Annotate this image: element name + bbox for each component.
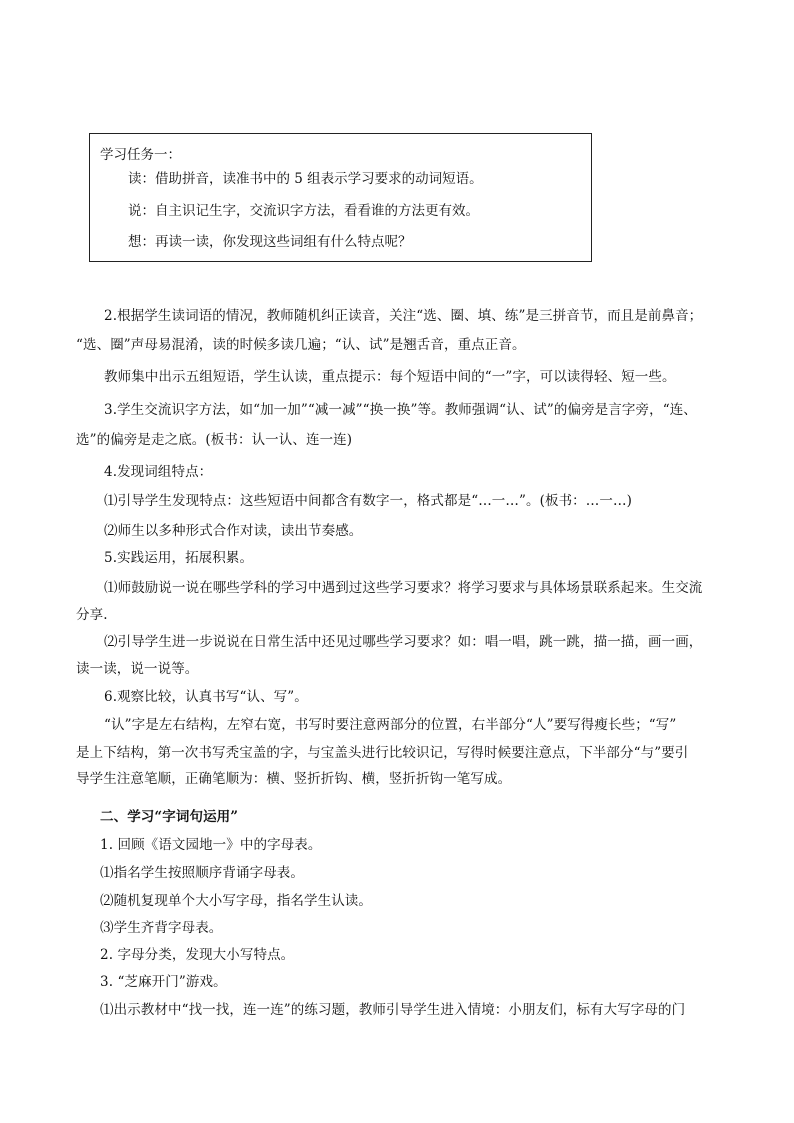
paragraph-11-line-3: 导学生注意笔顺，正确笔顺为：横、竖折折钩、横，竖折折钩一笔写成。 (76, 771, 512, 787)
task-say: 说：自主识记生字，交流识字方法，看看谁的方法更有效。 (128, 203, 479, 219)
task-read: 读：借助拼音，读准书中的 5 组表示学习要求的动词短语。 (128, 171, 483, 187)
paragraph-11-line-2: 是上下结构，第一次书写秃宝盖的字，与宝盖头进行比较识记，写得时候要注意点，下半部分“与”要引 (76, 745, 689, 761)
section-heading-2: 二、学习“字词句运用” (100, 809, 239, 825)
paragraph-10: 6.观察比较，认真书写“认、写”。 (104, 689, 308, 705)
paragraph-17: 3. “芝麻开门”游戏。 (100, 974, 227, 990)
paragraph-3-line-1: 3.学生交流识字方法，如“加一加”“减一减”“换一换”等。教师强调“认、试”的偏旁是言字旁，“连、 (104, 402, 697, 418)
paragraph-9-line-1: ⑵引导学生进一步说说在日常生活中还见过哪些学习要求？如：唱一唱，跳一跳，描一描，画一画， (104, 634, 703, 650)
paragraph-8-line-1: ⑴师鼓励说一说在哪些学科的学习中遇到过这些学习要求？将学习要求与具体场景联系起来。生交流 (104, 580, 703, 596)
learning-task-box (89, 133, 592, 262)
paragraph-4: 4.发现词组特点： (104, 464, 213, 480)
paragraph-8-line-2: 分享. (76, 607, 108, 623)
paragraph-1-line-2: “选、圈”声母易混淆，读的时候多读几遍；“认、试”是翘舌音，重点正音。 (76, 337, 526, 353)
paragraph-7: 5.实践运用，拓展积累。 (104, 550, 254, 566)
paragraph-1-line-1: 2.根据学生读词语的情况，教师随机纠正读音，关注“选、圈、填、练”是三拼音节，而且是前鼻音； (104, 308, 703, 324)
paragraph-5: ⑴引导学生发现特点：这些短语中间都含有数字一，格式都是“…一…”。(板书：…一…) (104, 493, 632, 509)
task-title: 学习任务一： (100, 147, 181, 163)
paragraph-13: ⑴指名学生按照顺序背诵字母表。 (100, 865, 304, 881)
paragraph-18: ⑴出示教材中“找一找，连一连”的练习题，教师引导学生进入情境：小朋友们，标有大写字母的门 (100, 1002, 686, 1018)
paragraph-12: 1. 回顾《语文园地一》中的字母表。 (100, 837, 322, 853)
paragraph-11-line-1: “认”字是左右结构，左窄右宽，书写时要注意两部分的位置，右半部分“人”要写得瘦长些；“写” (104, 717, 677, 733)
paragraph-3-line-2: 选”的偏旁是走之底。(板书：认一认、连一连) (76, 432, 353, 448)
paragraph-9-line-2: 读一读，说一说等。 (76, 661, 199, 677)
paragraph-16: 2. 字母分类，发现大小写特点。 (100, 947, 295, 963)
paragraph-6: ⑵师生以多种形式合作对读，读出节奏感。 (104, 523, 363, 539)
paragraph-2: 教师集中出示五组短语，学生认读，重点提示：每个短语中间的“一”字，可以读得轻、短一些。 (104, 369, 676, 385)
paragraph-15: ⑶学生齐背字母表。 (100, 920, 223, 936)
paragraph-14: ⑵随机复现单个大小写字母，指名学生认读。 (100, 893, 372, 909)
task-think: 想：再读一读，你发现这些词组有什么特点呢？ (128, 234, 412, 250)
